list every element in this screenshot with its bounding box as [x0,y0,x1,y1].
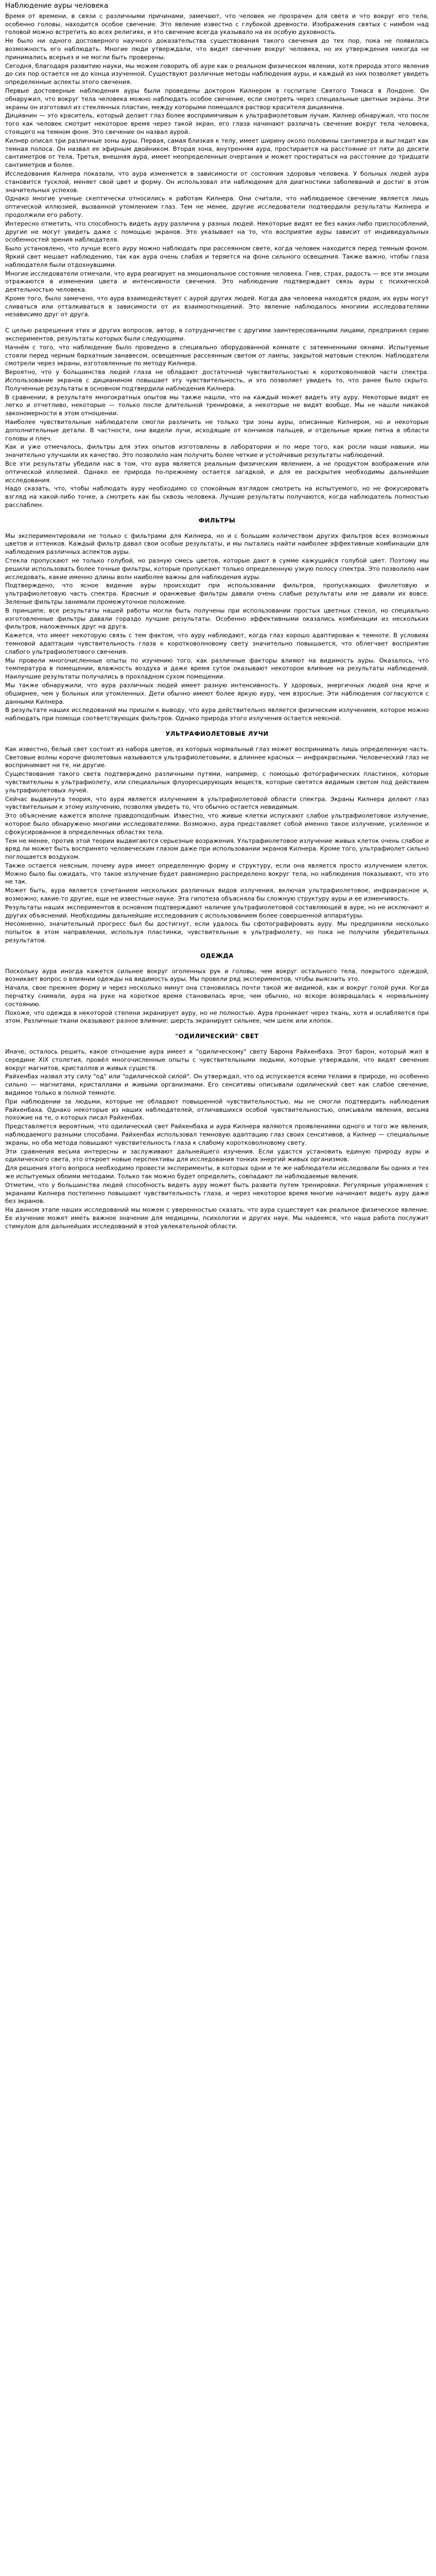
document-title: Наблюдение ауры человека [5,2,109,10]
paragraph: Как и уже отмечалось, фильтры для этих опытов изготовлены в лаборатории и по мере того, как росли наши навыки, мы значительно улучшили их качество. Это позволило нам получить более четкие и устойчивые результаты наблюдений. [5,443,429,459]
paragraph: Все эти результаты убедили нас в том, что аура является реальным физическим явлением, а не продуктом воображения или оптической иллюзией. Однако ее природа по-прежнему остается загадкой, и для ее раскрытия необходимы дальнейшие исследования. [5,460,429,484]
paragraph: На данном этапе наших исследований мы можем с уверенностью сказать, что аура существует как реальное физическое явление. Ее изучение может иметь важное значение для медицины, психологии и других наук. Мы надеемся, что наша работа послужит стимулом для дальнейших исследований в этой увлекательной области. [5,1206,429,1230]
paragraph: Надо сказать, что, чтобы наблюдать ауру необходимо со спокойным взглядом смотреть на испытуемого, но не фокусировать взгляд на какой-либо точке, а смотреть как бы сквозь человека. Лучшие результаты получаются, когда наблюдатель полностью расслаблен. [5,485,429,509]
uv-section [5,745,429,945]
paragraph: Эти сравнения весьма интересны и заслуживают дальнейшего изучения. Если удастся установить единую природу ауры и одилического света, это откроет новые перспективы для исследования тонких энергий живых организмов. [5,1147,429,1163]
paragraph: Вероятно, что у большинства людей глаза не обладают достаточной чувствительностью к коротковолновой части спектра. Использование экранов с дицианином повышает эту чувствительность, и это позволяет увидеть то, что ранее было скрыто. Полученные результаты в основном подтвердили наблюдения Килнера. [5,368,429,392]
paragraph: Подтверждено, что ясное видение ауры происходит при использовании фильтров, пропускающих фиолетовую и ультрафиолетовую часть спектра. Красные и оранжевые фильтры давали очень слабые результаты или не давали их вовсе. Зеленые фильтры занимали промежуточное положение. [5,582,429,605]
section-heading-uv: УЛЬТРАФИОЛЕТОВЫЕ ЛУЧИ [165,730,269,737]
paragraph: Может быть, аура является сочетанием нескольких различных видов излучения, включая ультрафиолетовое, инфракрасное и, возможно, какие-то другие, еще не известные науке. Эта гипотеза объясняла бы сложную структуру ауры и ее изменчивость. [5,887,429,903]
paragraph: Также остается неясным, почему аура имеет определенную форму и структуру, если она является просто излучением клеток. Можно было бы ожидать, что такое излучение будет равномерно распределено вокруг тела, но наблюдения показывают, что это не так. [5,861,429,886]
paragraph: Райхенбах назвал эту силу "од" или "одилической силой". Он утверждал, что од испускается всеми телами в природе, но особенно сильно — магнитами, кристаллами и живыми организмами. Его сенситивы описывали одилический свет как слабое свечение, видимое только в полной темноте. [5,1073,429,1097]
paragraph: Время от времени, в связи с различными причинами, замечают, что человек не прозрачен для света и что вокруг его тела, особенно головы, находится особое свечение. Это явление известно с глубокой древности. Изображения святых с нимбом над головой можно встретить во всех религиях, и это свечение всегда указывало на их особую духовность. [5,12,429,36]
paragraph: Существование такого света подтверждено различными путями, например, с помощью фотографических пластинок, которые чувствительны к ультрафиолету, или специальных флуоресцирующих веществ, которые светятся видимым светом под действием ультрафиолетовых лучей. [5,770,429,794]
document-page [0,0,436,1231]
section-heading-odic-light: "ОДИЛИЧЕСКИЙ" СВЕТ [175,1032,259,1040]
paragraph: Сегодня, благодаря развитию науки, мы можем говорить об ауре как о реальном физическом явлении, хотя природа этого явления до сих пор остается не до конца изученной. Существуют различные методы наблюдения ауры, и каждый из них позволяет увидеть определенные аспекты этого свечения. [5,62,429,86]
paragraph: Отметим, что у большинства людей способность видеть ауру может быть развита путем тренировки. Регулярные упражнения с экранами Килнера постепенно повышают чувствительность глаза, и через некоторое время многие начинают видеть ауру даже без экранов. [5,1181,429,1205]
paragraph: В принципе, все результаты нашей работы могли быть получены при использовании простых цветных стекол, но специально изготовленные фильтры давали гораздо лучшие результаты. Особенно эффективными оказались комбинации из нескольких фильтров, наложенных друг на друга. [5,606,429,631]
paragraph: Сейчас выдвинута теория, что аура является излучением в ультрафиолетовой области спектра. Экраны Килнера делают глаз чувствительным к этому излучению, позволяя увидеть то, что обычно остается невидимым. [5,795,429,811]
paragraph: Похоже, что одежда в некоторой степени экранирует ауру, но не полностью. Аура проникает через ткань, хотя и ослабляется при этом. Различные ткани оказывают разное влияние: шерсть экранирует сильнее, чем шелк или хлопок. [5,1009,429,1025]
intro-section [5,12,429,510]
paragraph: Представляется вероятным, что одилический свет Райхенбаха и аура Килнера являются проявлениями одного и того же явления, наблюдаемого разными способами. Райхенбах использовал темновую адаптацию глаз своих сенситивов, а Килнер — специальные экраны, но оба метода повышают чувствительность глаза к слабому коротковолновому свету. [5,1123,429,1146]
paragraph: При наблюдении за людьми, которые не обладают повышенной чувствительностью, мы не смогли подтвердить наблюдения Райхенбаха. Однако некоторые из наших наблюдателей, отличавшихся особой чувствительностью, описывали явления, весьма похожие на те, о которых писал Райхенбах. [5,1097,429,1122]
paragraph: Исследования Килнера показали, что аура изменяется в зависимости от состояния здоровья человека. У больных людей аура становится тусклой, меняет свой цвет и форму. Он использовал эти наблюдения для диагностики заболеваний и достиг в этом значительных успехов. [5,170,429,194]
paragraph: Дицианин — это краситель, который делает глаз более восприимчивым к ультрафиолетовым лучам. Килнер обнаружил, что после того как человек смотрит некоторое время через такой экран, его глаза начинают различать свечение вокруг тела человека, стоящего на темном фоне. Это свечение он назвал аурой. [5,112,429,135]
paragraph: Начала, свое прежнее форму и через несколько минут она становилась почти такой же видимой, как и вокруг голой руки. Когда перчатку снимали, аура на руке на короткое время становилась ярче, чем обычно, но вскоре возвращалась к нормальному состоянию. [5,984,429,1008]
paragraph: Кажется, что имеет некоторую связь с тем фактом, что ауру наблюдают, когда глаз хорошо адаптирован к темноте. В условиях темновой адаптации чувствительность глаза к коротковолновому свету значительно повышается, что облегчает восприятие слабого ультрафиолетового свечения. [5,632,429,655]
paragraph: Для решения этого вопроса необходимо провести эксперименты, в которых одни и те же наблюдатели исследовали бы одних и тех же испытуемых обоими методами. Только так можно будет определить, совпадают ли наблюдаемые явления. [5,1164,429,1180]
paragraph: Однако многие ученые скептически относились к работам Килнера. Они считали, что наблюдаемое свечение является лишь оптической иллюзией, вызванной утомлением глаз. Тем не менее, другие исследователи подтвердили результаты Килнера и продолжили его работу. [5,195,429,218]
paragraph: Несомненно, значительный прогресс был бы достигнут, если удалось бы сфотографировать ауру. Мы предприняли несколько попыток в этом направлении, используя пластинки, чувствительные к ультрафиолету, но пока не получили убедительных результатов. [5,920,429,944]
paragraph: Наиболее чувствительные наблюдатели смогли различить не только три зоны ауры, описанные Килнером, но и некоторые дополнительные детали. В частности, они видели лучи, исходящие от кончиков пальцев, и отдельные яркие пятна в области головы и плеч. [5,418,429,442]
section-heading-clothing: ОДЕЖДА [200,952,234,959]
paragraph: Мы экспериментировали не только с фильтрами для Килнера, но и с большим количеством других фильтров всех возможных цветов и оттенков. Каждый фильтр давал свои особые результаты, и мы пытались найти наиболее эффективные комбинации для наблюдения различных аспектов ауры. [5,532,429,556]
paragraph: Поскольку аура иногда кажется сильнее вокруг оголенных рук и головы, чем вокруг остального тела, покрытого одеждой, возникает вопрос о влиянии одежды на видимость ауры. Мы провели ряд экспериментов, чтобы выяснить это. [5,967,429,983]
paragraph: Мы провели многочисленные опыты по изучению того, как различные факторы влияют на видимость ауры. Оказалось, что температура в помещении, влажность воздуха и даже время суток оказывают некоторое влияние на результаты наблюдений. Наилучшие результаты получались в прохладном сухом помещении. [5,656,429,681]
filters-section [5,532,429,723]
paragraph: Начнём с того, что наблюдение было проведено в специально оборудованной комнате с затемненными окнами. Испытуемые стояли перед черным бархатным занавесом, освещенные рассеянным светом от лампы, закрытой матовым стеклом. Наблюдатели смотрели через экраны, изготовленные по методу Килнера. [5,343,429,367]
clothing-section [5,968,429,1026]
paragraph: С целью разрешения этих и других вопросов, автор, в сотрудничестве с другими заинтересованными лицами, предпринял серию экспериментов, результаты которых были следующими. [5,327,429,343]
paragraph: Стекла пропускают не только голубой, но разную смесь цветов, которые дают в сумме кажущийся голубой цвет. Поэтому мы решили использовать более точные фильтры, которые пропускают только определенную узкую полосу спектра. Это позволило нам исследовать, какие именно длины волн наиболее важны для наблюдения ауры. [5,557,429,581]
paragraph: Было установлено, что лучше всего ауру можно наблюдать при рассеянном свете, когда человек находится перед темным фоном. Яркий свет мешает наблюдению, так как аура очень слабая и теряется на фоне сильного освещения. Также важно, чтобы глаза наблюдателя были отдохнувшими. [5,245,429,268]
paragraph: Иначе, осталось решить, какое отношение аура имеет к "одилическому" свету Барона Райхенбаха. Этот барон, который жил в середине XIX столетия, провёл многочисленные опыты с чувствительными людьми, которые утверждали, что видят свечение вокруг магнитов, кристаллов и живых существ. [5,1048,429,1072]
paragraph: Тем не менее, против этой теории выдвигаются серьезные возражения. Ультрафиолетовое излучение живых клеток очень слабое и вряд ли может быть воспринято человеческим глазом даже при использовании экранов Килнера. Кроме того, ультрафиолет сильно поглощается воздухом. [5,837,429,861]
paragraph: Не было ни одного достоверного научного доказательства существования такого свечения до тех пор, пока не появилась возможность его наблюдать. Многие люди утверждали, что видят свечение вокруг человека, но их утверждения никогда не принимались всерьез и не могли быть проверены. [5,37,429,61]
paragraph: Мы также обнаружили, что аура различных людей имеет разную интенсивность. У здоровых, энергичных людей она ярче и обширнее, чем у больных или утомленных. Дети обычно имеют более яркую ауру, чем взрослые. Эти наблюдения согласуются с данными Килнера. [5,681,429,705]
paragraph: В сравнении, в результате многократных опытов мы также нашли, что на каждый может видеть эту ауру. Некоторые видят ее легко и отчетливо, некоторые — только после длительной тренировки, а некоторые не видят вообще. Мы не нашли никакой закономерности в этом отношении. [5,393,429,417]
paragraph: Интересно отметить, что способность видеть ауру различна у разных людей. Некоторые видят ее без каких-либо приспособлений, другие не могут увидеть даже с помощью экранов. Это указывает на то, что восприятие ауры зависит от индивидуальных особенностей зрения наблюдателя. [5,219,429,244]
section-heading-filters: ФИЛЬТРЫ [198,516,236,524]
paragraph: Это объяснение кажется вполне правдоподобным. Известно, что живые клетки испускают слабое ультрафиолетовое излучение, которое было обнаружено многими исследователями. Возможно, аура представляет собой именно такое излучение, усиленное и сфокусированное в определенных областях тела. [5,812,429,836]
paragraph: Кроме того, было замечено, что аура взаимодействует с аурой других людей. Когда два человека находятся рядом, их ауры могут сливаться или отталкиваться в зависимости от их взаимоотношений. Это явление наблюдалось многими исследователями независимо друг от друга. [5,294,429,318]
paragraph: Как известно, белый свет состоит из набора цветов, из которых нормальный глаз может воспринимать лишь определенную часть. Световые волны короче фиолетовых называются ультрафиолетовыми, а длиннее красных — инфракрасными. Человеческий глаз не воспринимает ни те, ни другие. [5,745,429,769]
paragraph: Результаты наших экспериментов в основном подтверждают наличие ультрафиолетовой составляющей в ауре, но не исключают и других объяснений. Необходимы дальнейшие исследования с использованием более совершенной аппаратуры. [5,903,429,919]
odic-section [5,1048,429,1231]
paragraph: В результате наших исследований мы пришли к выводу, что аура действительно является физическим излучением, которое можно наблюдать при помощи соответствующих фильтров. Однако природа этого излучения остается неясной. [5,706,429,722]
paragraph: Килнер описал три различные зоны ауры. Первая, самая близкая к телу, имеет ширину около половины сантиметра и выглядит как темная полоса. Он назвал ее эфирным двойником. Вторая зона, внутренняя аура, простирается на расстояние от пяти до десяти сантиметров от тела. Третья, внешняя аура, имеет неопределенные очертания и может простираться на расстояние до тридцати сантиметров и более. [5,137,429,169]
paragraph: Многие исследователи отмечали, что аура реагирует на эмоциональное состояние человека. Гнев, страх, радость — все эти эмоции отражаются в изменении цвета и интенсивности свечения. Это наблюдение подтверждает связь ауры с психической деятельностью человека. [5,269,429,294]
paragraph: Первые достоверные наблюдения ауры были проведены доктором Килнером в госпитале Святого Томаса в Лондоне. Он обнаружил, что вокруг тела человека можно наблюдать особое свечение, если смотреть через специальные цветные экраны. Эти экраны он изготовил из стеклянных пластин, между которыми помещался раствор красителя дицианина. [5,87,429,111]
